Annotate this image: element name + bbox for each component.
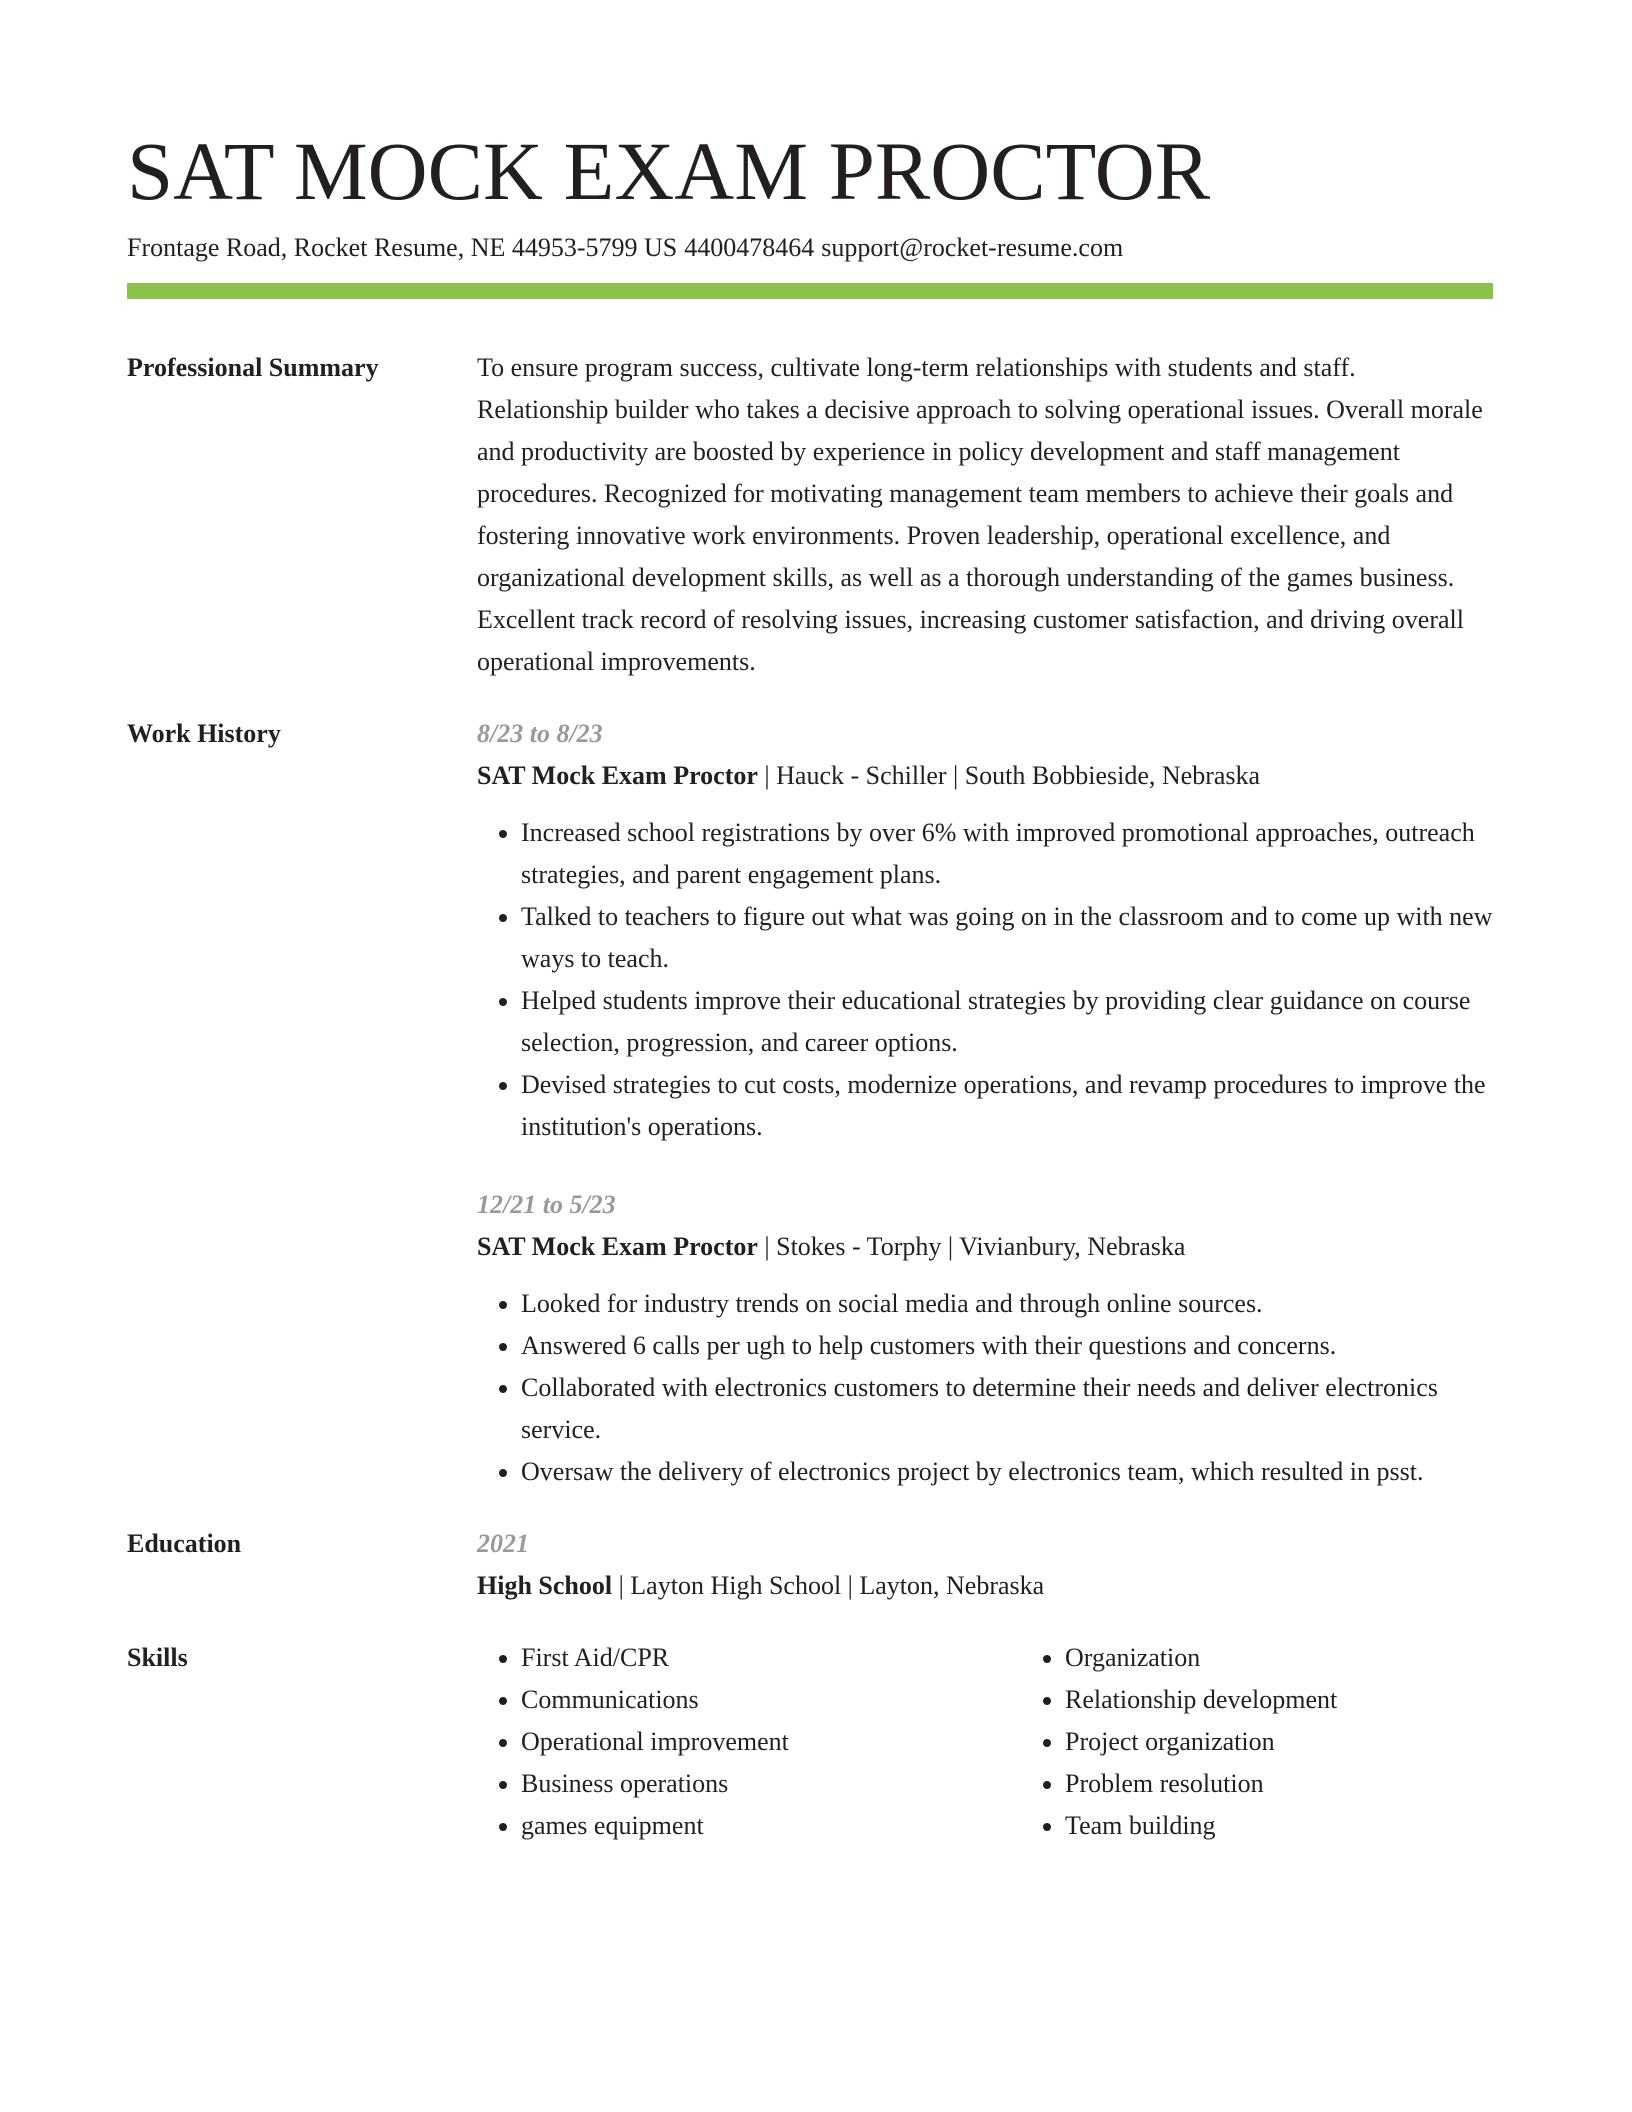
job-bullet: • Oversaw the delivery of electronics project by electronics team, which resulted in psst. <box>521 1451 1493 1493</box>
job-bullet: • Devised strategies to cut costs, modernize operations, and revamp procedures to improve the institution's operations. <box>521 1064 1493 1148</box>
job-bullets <box>477 812 1493 1148</box>
candidate-name: SAT MOCK EXAM PROCTOR <box>127 125 1211 217</box>
phone-text: 4400478464 <box>684 233 815 262</box>
skill-item: • Project organization <box>1065 1721 1565 1763</box>
skill-item: • Communications <box>521 1679 1021 1721</box>
skill-item: • Organization <box>1065 1637 1565 1679</box>
email-text: support@rocket-resume.com <box>821 233 1124 262</box>
skill-item: • Business operations <box>521 1763 1021 1805</box>
job-bullet: • Increased school registrations by over 6% with improved promotional approaches, outreach strategies, and parent engagement plans. <box>521 812 1493 896</box>
education-details: | Layton High School | Layton, Nebraska <box>612 1571 1045 1600</box>
job-bullet: • Talked to teachers to figure out what was going on in the classroom and to come up with new ways to teach. <box>521 896 1493 980</box>
education-year: 2021 <box>477 1529 529 1558</box>
job-details: | Stokes - Torphy | Vivianbury, Nebraska <box>757 1232 1186 1261</box>
job-entry <box>477 1184 1493 1493</box>
skill-item: • First Aid/CPR <box>521 1637 1021 1679</box>
job-bullet: • Helped students improve their educational strategies by providing clear guidance on course selection, progression, and career options. <box>521 980 1493 1064</box>
skill-item: • Operational improvement <box>521 1721 1021 1763</box>
job-bullets <box>477 1283 1493 1493</box>
education-section <box>127 1523 1493 1607</box>
summary-section <box>127 347 1493 683</box>
skill-item: • Problem resolution <box>1065 1763 1565 1805</box>
skills-list-left <box>477 1637 1021 1847</box>
job-title-line <box>477 755 1493 797</box>
job-dates: 8/23 to 8/23 <box>477 719 603 748</box>
section-label-work-history: Work History <box>127 719 281 748</box>
address-text: Frontage Road, Rocket Resume, NE 44953-5799 US <box>127 233 678 262</box>
skill-item: • Relationship development <box>1065 1679 1565 1721</box>
education-line <box>477 1565 1493 1607</box>
job-title-line <box>477 1226 1493 1268</box>
summary-text: To ensure program success, cultivate long-term relationships with students and staff. Relationship builder who takes a decisive approach to solving operational issues. Overall morale and productivity are boosted by experience in policy development and staff management procedures. Recognized for motivating management team members to achieve their goals and fostering innovative work environments. Proven leadership, operational excellence, and organizational development skills, as well as a thorough understanding of the games business. Excellent track record of resolving issues, increasing customer satisfaction, and driving overall operational improvements. <box>477 353 1483 676</box>
job-bullet: • Answered 6 calls per ugh to help customers with their questions and concerns. <box>521 1325 1493 1367</box>
skill-item: • Team building <box>1065 1805 1565 1847</box>
job-bullet: • Collaborated with electronics customers to determine their needs and deliver electronics service. <box>521 1367 1493 1451</box>
work-history-body <box>477 713 1493 1493</box>
skills-section <box>127 1637 1493 1847</box>
job-bullet: • Looked for industry trends on social media and through online sources. <box>521 1283 1493 1325</box>
resume-page <box>127 118 1493 1847</box>
education-body <box>477 1523 1493 1607</box>
header-divider <box>127 283 1493 299</box>
job-details: | Hauck - Schiller | South Bobbieside, Nebraska <box>757 761 1261 790</box>
skill-item: • games equipment <box>521 1805 1021 1847</box>
job-title: SAT Mock Exam Proctor <box>477 761 758 790</box>
work-history-section <box>127 713 1493 1493</box>
section-label-skills: Skills <box>127 1643 188 1672</box>
job-dates: 12/21 to 5/23 <box>477 1190 616 1219</box>
job-title: SAT Mock Exam Proctor <box>477 1232 758 1261</box>
education-degree: High School <box>477 1571 613 1600</box>
job-entry <box>477 713 1493 1148</box>
section-label-summary: Professional Summary <box>127 353 379 382</box>
contact-line <box>127 230 1493 266</box>
section-label-education: Education <box>127 1529 242 1558</box>
skills-body <box>477 1637 1565 1847</box>
skills-list-right <box>1021 1637 1565 1847</box>
